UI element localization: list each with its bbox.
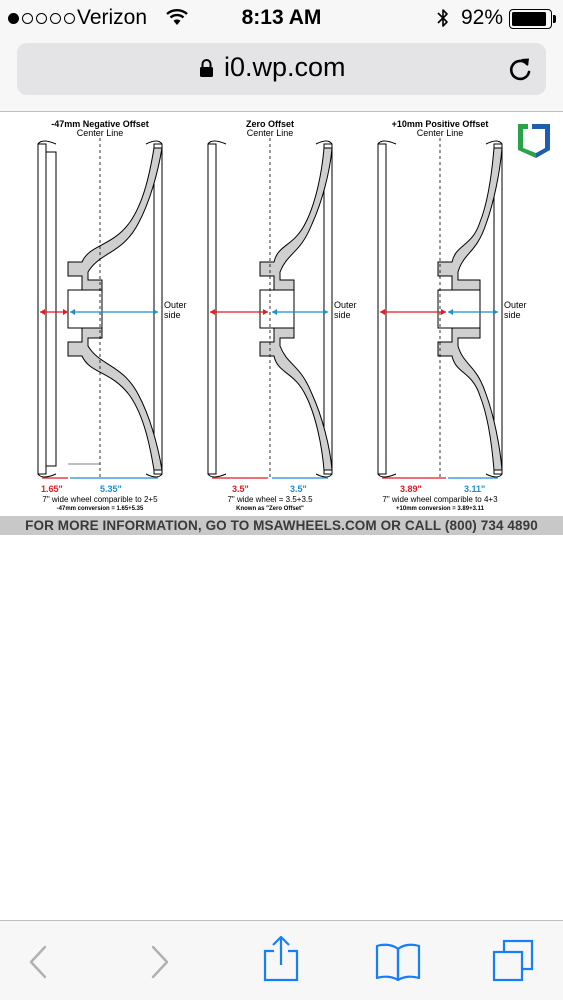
center-line-label: Center Line [246, 128, 294, 138]
inner-measure: 1.65" [41, 484, 63, 494]
panel-caption-sub: +10mm conversion = 3.89+3.11 [396, 506, 484, 512]
wheel-cross-section [352, 112, 528, 512]
share-icon [262, 935, 300, 983]
back-button[interactable] [20, 921, 60, 1000]
tabs-icon [492, 939, 534, 983]
wheel-offset-diagram [0, 112, 563, 533]
browser-toolbar [0, 920, 563, 1000]
url-text[interactable]: i0.wp.com [224, 52, 346, 82]
outer-side-label: Outer side [504, 300, 527, 320]
panel-negative-offset [12, 112, 188, 512]
back-icon [28, 945, 48, 979]
reload-icon[interactable] [507, 55, 533, 83]
msa-wheels-logo [514, 120, 554, 158]
panel-caption-sub: Known as "Zero Offset" [236, 506, 304, 512]
bookmarks-icon [374, 941, 422, 981]
panel-title: Zero Offset [245, 119, 294, 129]
info-banner: FOR MORE INFORMATION, GO TO MSAWHEELS.COM OR CALL (800) 734 4890 [0, 516, 563, 535]
inner-measure: 3.5" [232, 484, 249, 494]
outer-measure: 3.11" [464, 484, 486, 494]
panel-title: -47mm Negative Offset [51, 119, 149, 129]
panel-zero-offset [182, 112, 358, 512]
carrier-name: Verizon [77, 6, 148, 29]
panel-caption: 7" wide wheel = 3.5+3.5 [227, 495, 313, 504]
tabs-button[interactable] [488, 921, 538, 1000]
battery-level [512, 12, 546, 26]
outer-measure: 5.35" [100, 484, 122, 494]
bluetooth-icon [436, 7, 450, 29]
clock: 8:13 AM [241, 6, 322, 29]
inner-measure: 3.89" [400, 484, 422, 494]
bookmarks-button[interactable] [370, 921, 426, 1000]
panel-caption: 7" wide wheel comparible to 2+5 [42, 495, 158, 504]
address-bar[interactable] [17, 43, 546, 95]
status-bar [0, 0, 563, 38]
center-line-label: Center Line [76, 128, 124, 138]
panel-caption: 7" wide wheel comparible to 4+3 [382, 495, 498, 504]
panel-title: +10mm Positive Offset [391, 119, 489, 129]
wheel-cross-section [12, 112, 188, 512]
wheel-cross-section [182, 112, 358, 512]
panel-positive-offset [352, 112, 528, 512]
outer-side-label: Outer side [334, 300, 357, 320]
battery-icon [509, 9, 552, 29]
browser-url-area [0, 38, 563, 112]
panel-caption-sub: -47mm conversion = 1.65+5.35 [56, 506, 144, 512]
page-content [0, 112, 563, 920]
outer-measure: 3.5" [290, 484, 307, 494]
outer-side-label: Outer side [164, 300, 187, 320]
share-button[interactable] [256, 921, 306, 1000]
forward-icon [150, 945, 170, 979]
lock-icon [199, 58, 214, 78]
battery-percentage: 92% [461, 6, 504, 29]
battery-cap [553, 15, 556, 23]
center-line-label: Center Line [416, 128, 464, 138]
forward-button[interactable] [140, 921, 180, 1000]
